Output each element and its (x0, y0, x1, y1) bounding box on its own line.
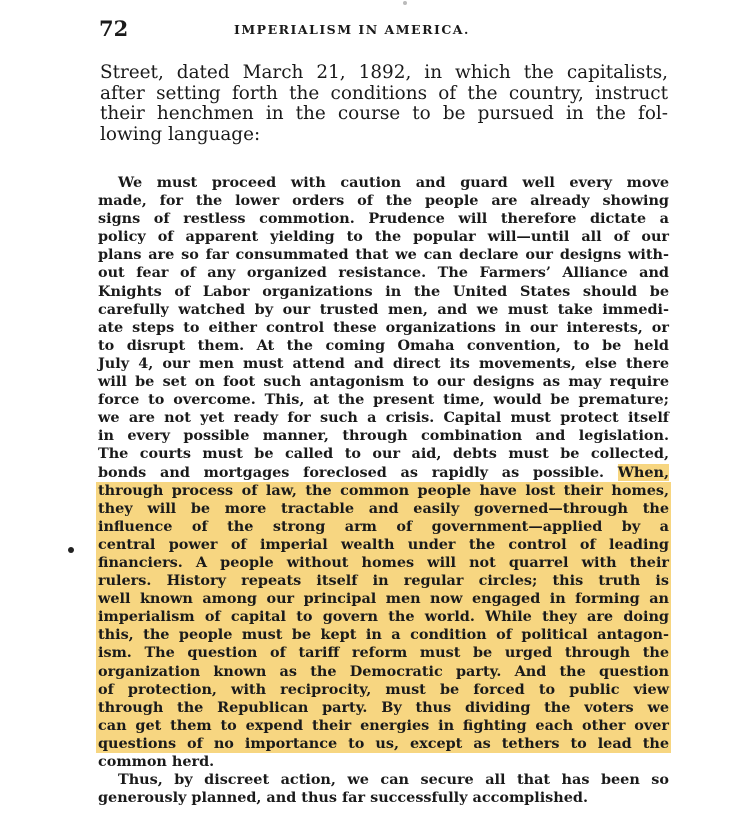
quote-line: policy of apparent yielding to the popular will—until all of our (98, 228, 669, 246)
quote-line: out fear of any organized resistance. The Farmers’ Alliance and (98, 264, 669, 282)
quote-line: plans are so far consummated that we can declare our designs with- (98, 246, 669, 264)
highlighted-text: When, (617, 463, 669, 481)
quote-text: bonds and mortgages foreclosed as rapidly as possible. (98, 463, 618, 481)
highlighted-quote-line: ism. The question of tariff reform must be urged through the (98, 644, 669, 662)
quote-line: we are not yet ready for such a crisis. Capital must protect itself (98, 409, 669, 427)
quote-line: made, for the lower orders of the people are already showing (98, 192, 669, 210)
intro-line: their henchmen in the course to be pursued in the fol- (100, 103, 668, 124)
highlighted-quote-line: organization known as the Democratic party. And the question (98, 662, 669, 680)
block-quote (98, 174, 669, 807)
highlighted-quote-line: of protection, with reciprocity, must be forced to public view (98, 680, 669, 698)
highlighted-quote-line: well known among our principal men now engaged in forming an (98, 590, 669, 608)
highlighted-quote-line: through the Republican party. By thus dividing the voters we (98, 698, 669, 716)
highlighted-quote-line: influence of the strong arm of government—applied by a (98, 517, 669, 535)
highlighted-quote-line: central power of imperial wealth under the control of leading (98, 535, 669, 553)
quote-line: ate steps to either control these organizations in our interests, or (98, 318, 669, 336)
highlighted-quote-line: financiers. A people without homes will not quarrel with their (98, 553, 669, 571)
intro-paragraph (100, 63, 668, 145)
speck-mark (403, 1, 407, 5)
page-number: 72 (99, 16, 129, 41)
quote-line: signs of restless commotion. Prudence will therefore dictate a (98, 210, 669, 228)
quote-line: to disrupt them. At the coming Omaha convention, to be held (98, 336, 669, 354)
quote-line: will be set on foot such antagonism to our designs as may require (98, 373, 669, 391)
highlighted-quote-line: rulers. History repeats itself in regular circles; this truth is (98, 572, 669, 590)
quote-line: common herd. (98, 753, 215, 770)
quote-line: The courts must be called to our aid, debts must be collected, (98, 445, 669, 463)
closing-line: generously planned, and thus far successfully accomplished. (98, 789, 588, 807)
quote-line: force to overcome. This, at the present time, would be premature; (98, 391, 669, 409)
highlighted-quote-line: through process of law, the common people have lost their homes, (98, 481, 669, 499)
quote-line: Knights of Labor organizations in the United States should be (98, 282, 669, 300)
intro-line: lowing language: (100, 123, 261, 145)
quote-line: We must proceed with caution and guard well every move (118, 174, 669, 191)
highlighted-quote-line: they will be more tractable and easily governed—through the (98, 499, 669, 517)
highlighted-quote-line: this, the people must be kept in a condition of political antagon- (98, 626, 669, 644)
running-head: IMPERIALISM IN AMERICA. (234, 22, 470, 37)
highlighted-quote-line: can get them to expend their energies in fighting each other over (98, 716, 669, 734)
highlighted-quote-line: imperialism of capital to govern the world. While they are doing (98, 608, 669, 626)
quote-line: July 4, our men must attend and direct its movements, else there (98, 354, 669, 372)
quote-line: in every possible manner, through combination and legislation. (98, 427, 669, 445)
quote-line: carefully watched by our trusted men, and we must take immedi- (98, 300, 669, 318)
intro-line: Street, dated March 21, 1892, in which the capitalists, (100, 62, 668, 83)
closing-line: Thus, by discreet action, we can secure all that has been so (118, 771, 669, 789)
highlighted-quote-line: questions of no importance to us, except as tethers to lead the (98, 734, 669, 752)
intro-line: after setting forth the conditions of the country, instruct (100, 82, 668, 104)
margin-bullet-mark (68, 547, 74, 553)
quote-line (98, 464, 669, 482)
